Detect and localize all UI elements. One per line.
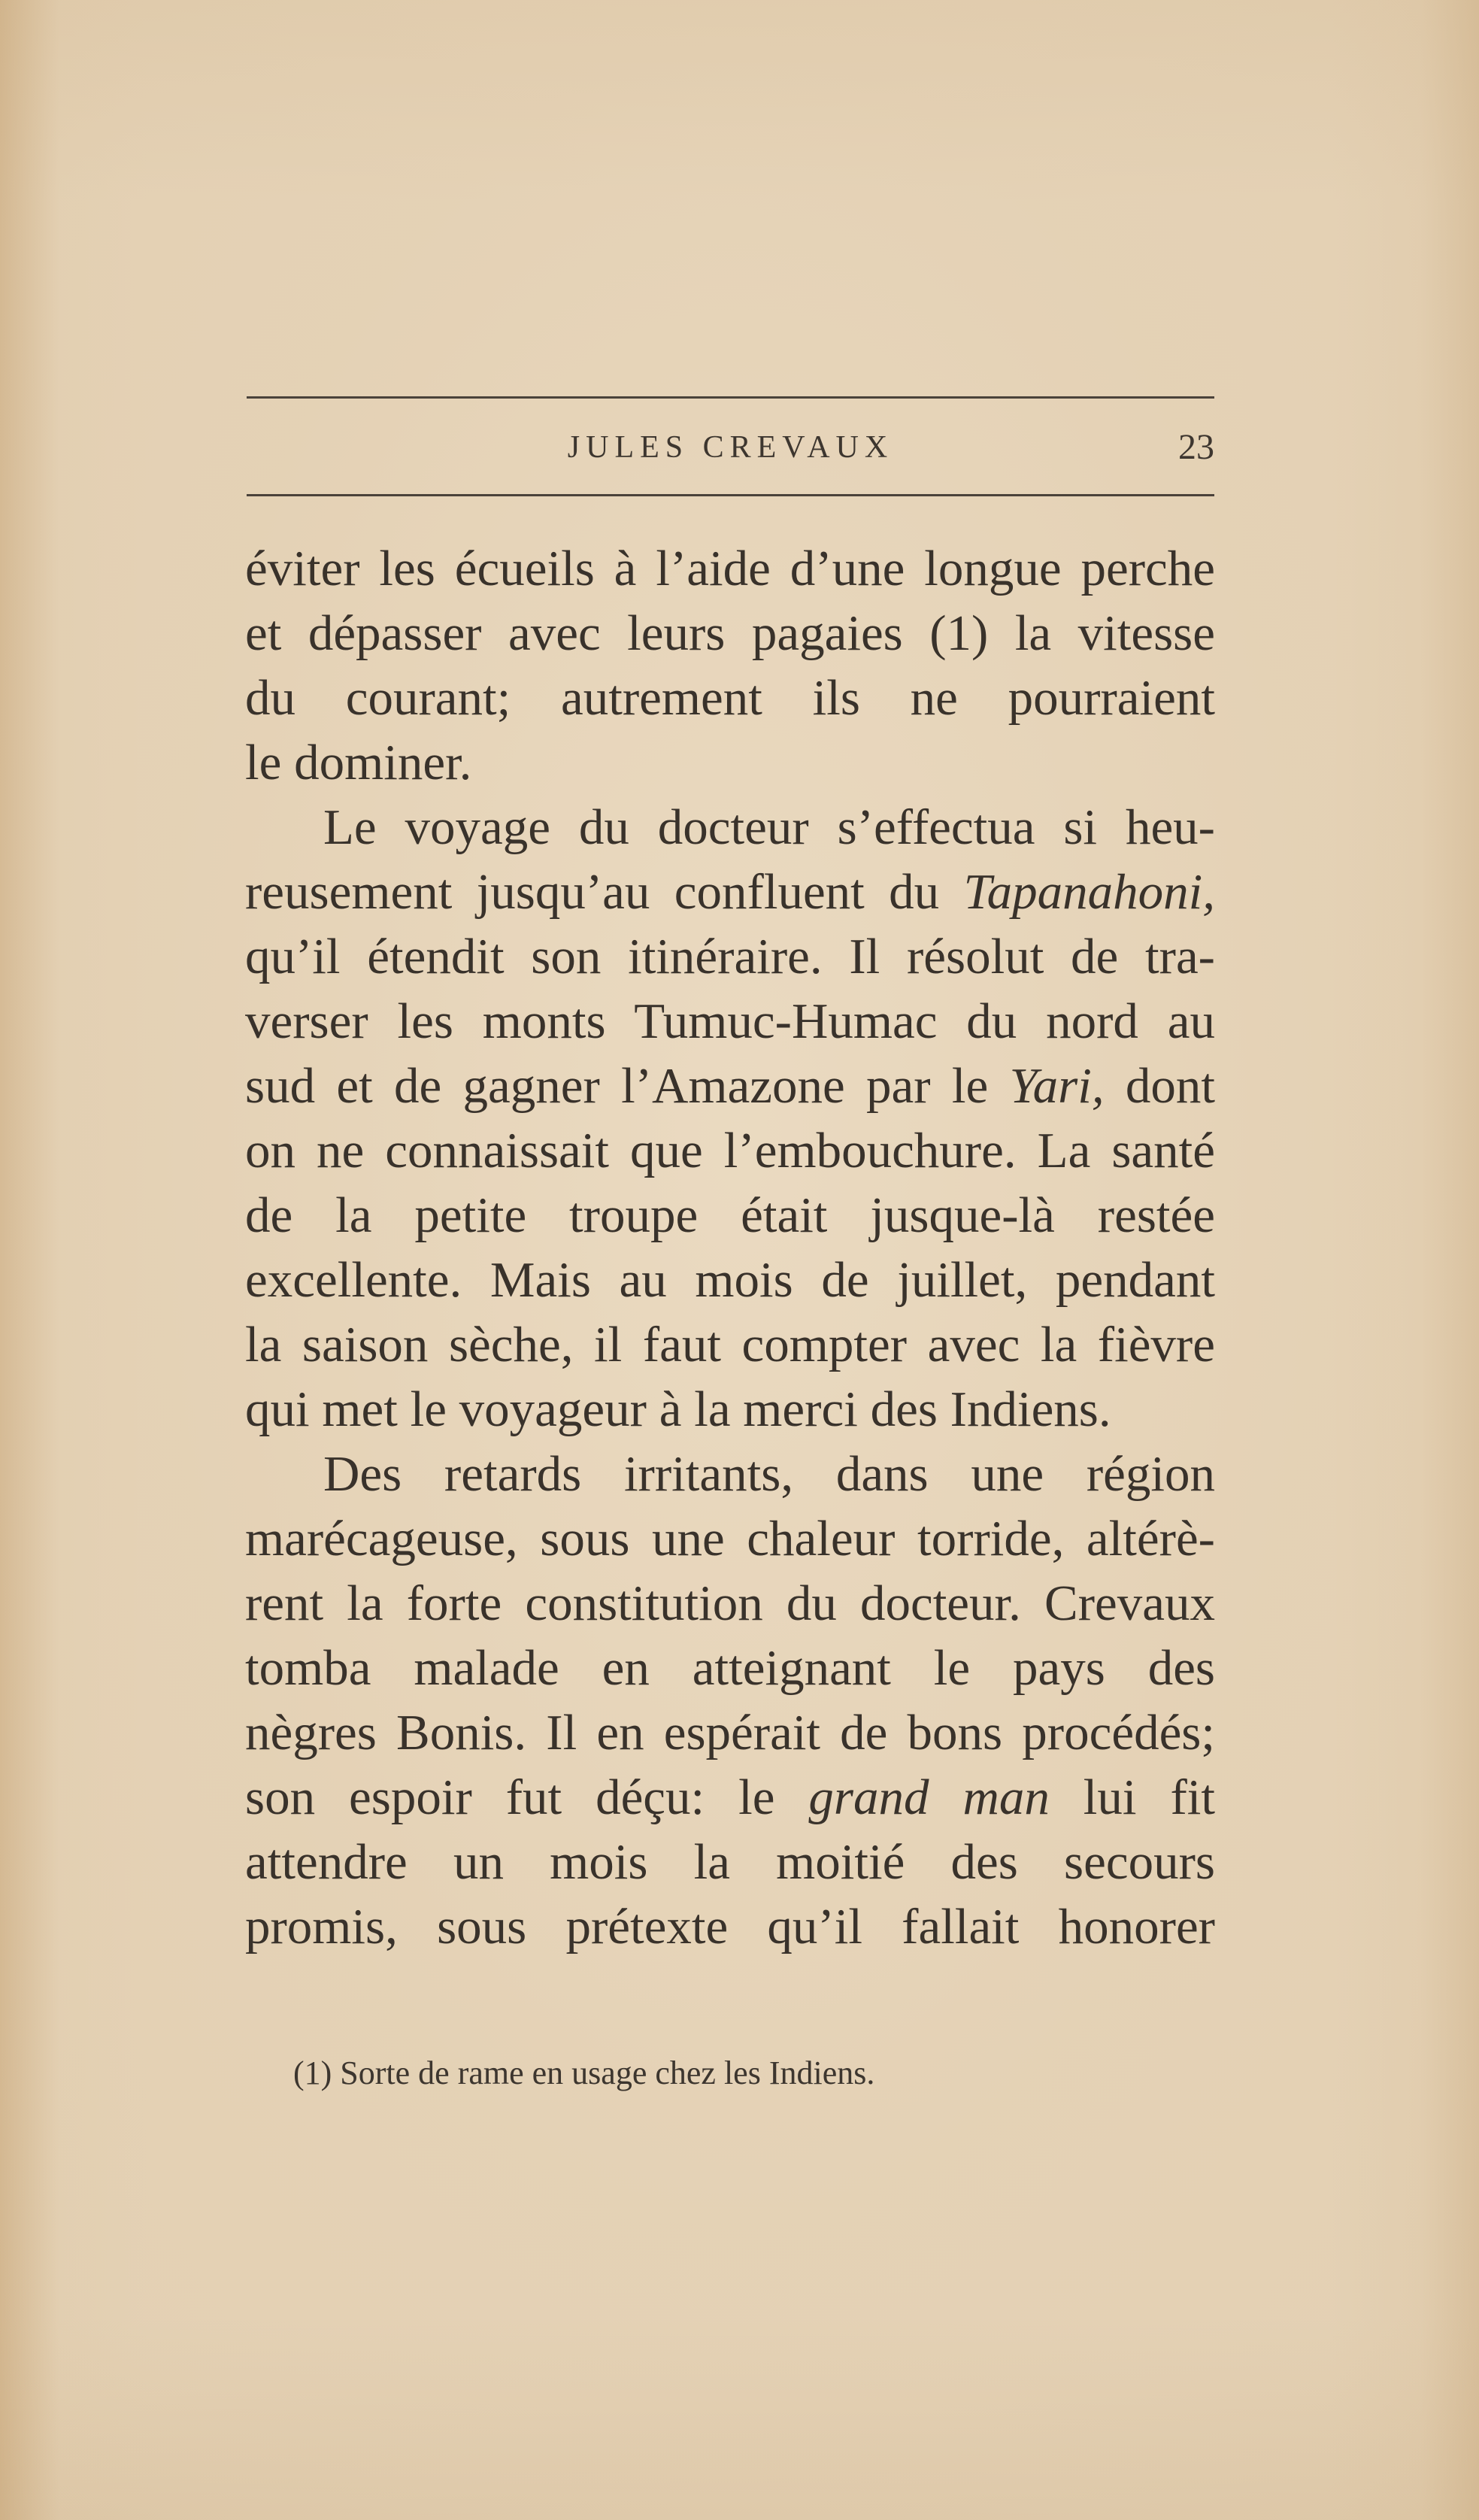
header-rule-top [247, 396, 1214, 399]
text-segment: lui fit [1083, 1769, 1215, 1825]
text-segment: reusement jusqu’au confluent du [245, 864, 940, 920]
text-segment: sud et de gagner l’Amazone par le [245, 1058, 989, 1114]
text-line [245, 860, 1215, 924]
text-line: Le voyage du docteur s’effectua si heu- [323, 799, 1215, 855]
text-line: qui met le voyageur à la merci des Indiens. [245, 1381, 1111, 1437]
text-line: marécageuse, sous une chaleur torride, altérè- [245, 1511, 1215, 1566]
italic-place-name: Yari, [1009, 1058, 1105, 1114]
text-line: la saison sèche, il faut compter avec la fièvre [245, 1317, 1215, 1372]
text-line: rent la forte constitution du docteur. Crevaux [245, 1575, 1215, 1631]
footnote: (1) Sorte de rame en usage chez les Indiens. [293, 2055, 875, 2091]
text-line: tomba malade en atteignant le pays des [245, 1640, 1215, 1696]
text-line: du courant; autrement ils ne pourraient [245, 670, 1215, 726]
text-line: de la petite troupe était jusque-là restée [245, 1187, 1215, 1243]
italic-place-name: Tapanahoni, [963, 864, 1215, 920]
text-line: nègres Bonis. Il en espérait de bons procédés; [245, 1705, 1215, 1760]
running-title: JULES CREVAUX [567, 430, 894, 465]
running-head [247, 421, 1214, 474]
text-line: le dominer. [245, 735, 472, 790]
text-line: excellente. Mais au mois de juillet, pendant [245, 1252, 1215, 1308]
body-text [245, 536, 1215, 1959]
text-line: qu’il étendit son itinéraire. Il résolut de tra- [245, 929, 1215, 984]
text-line: on ne connaissait que l’embouchure. La santé [245, 1123, 1215, 1178]
text-line [245, 1054, 1215, 1118]
text-line: Des retards irritants, dans une région [323, 1446, 1215, 1502]
page-number: 23 [1178, 427, 1214, 467]
text-line [245, 1765, 1215, 1830]
text-line: verser les monts Tumuc-Humac du nord au [245, 993, 1215, 1049]
text-line: éviter les écueils à l’aide d’une longue perche [245, 541, 1215, 596]
text-segment: dont [1125, 1058, 1216, 1114]
header-rule-bottom [247, 494, 1214, 496]
text-line: promis, sous prétexte qu’il fallait honorer [245, 1899, 1215, 1954]
text-line: attendre un mois la moitié des secours [245, 1834, 1215, 1890]
text-segment: son espoir fut déçu: le [245, 1769, 775, 1825]
italic-term: grand man [808, 1769, 1050, 1825]
text-line: et dépasser avec leurs pagaies (1) la vitesse [245, 605, 1215, 661]
